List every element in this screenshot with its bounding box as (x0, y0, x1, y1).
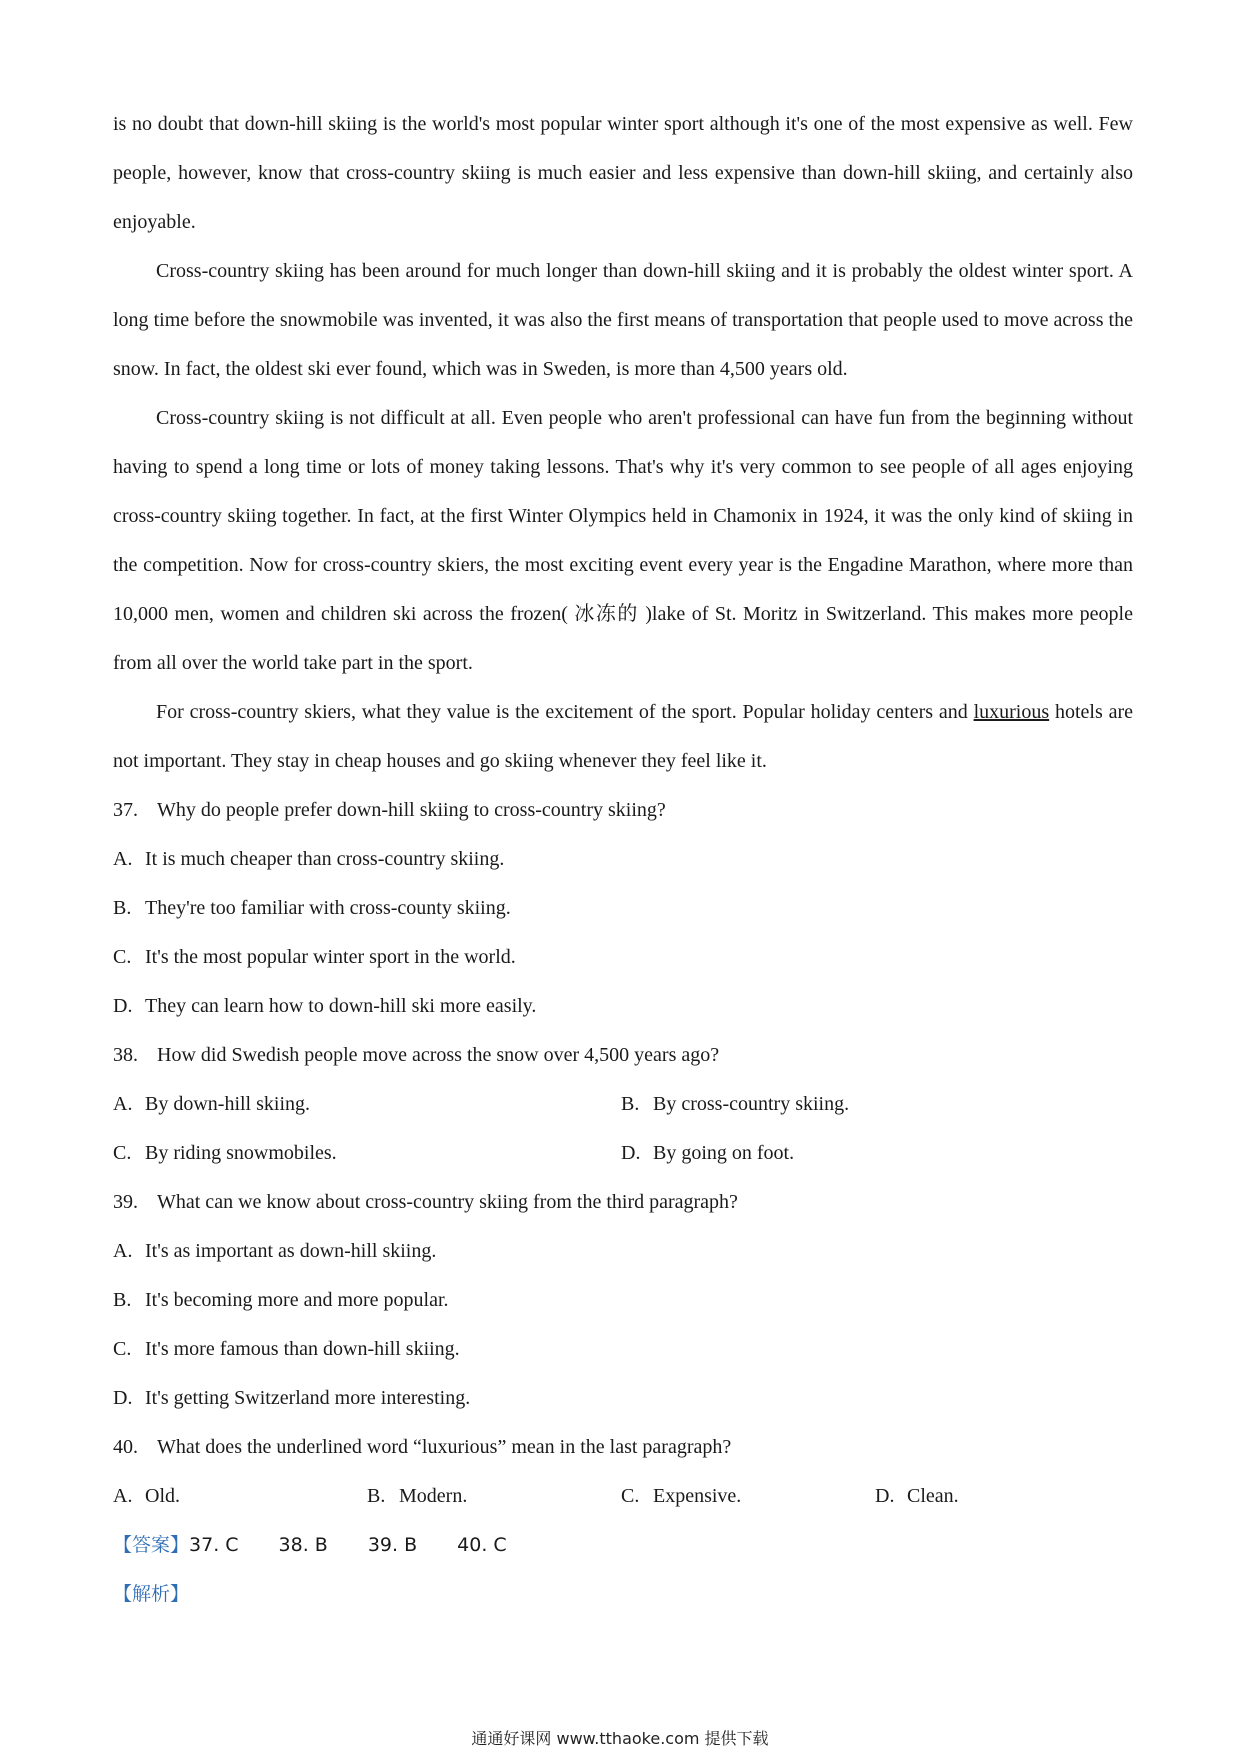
option-40-d (875, 1472, 1129, 1521)
option-label: B. (367, 1485, 386, 1507)
option-text: It's more famous than down-hill skiing. (145, 1338, 460, 1360)
option-39-c (113, 1325, 1133, 1374)
question-number: 38. (113, 1044, 138, 1066)
option-label: D. (875, 1485, 895, 1507)
passage-paragraph-4 (113, 688, 1133, 786)
option-38-c (113, 1129, 621, 1178)
option-40-c (621, 1472, 875, 1521)
question-text: How did Swedish people move across the snow over 4,500 years ago? (157, 1044, 720, 1066)
option-label: D. (621, 1142, 641, 1164)
option-label: C. (113, 1338, 132, 1360)
passage-paragraph-2: Cross-country skiing has been around for much longer than down-hill skiing and it is probably the oldest winter sport. A long time before the snowmobile was invented, it was also the first means of transportation that people used to move across the snow. In fact, the oldest ski ever found, which was in Sweden, is more than 4,500 years old. (113, 260, 1133, 380)
option-label: B. (113, 897, 132, 919)
option-label: D. (113, 995, 133, 1017)
option-label: B. (113, 1289, 132, 1311)
option-text: Expensive. (653, 1485, 742, 1507)
answer-item: 39. B (367, 1534, 418, 1556)
option-label: B. (621, 1093, 640, 1115)
option-text: It's becoming more and more popular. (145, 1289, 449, 1311)
option-text: They're too familiar with cross-county skiing. (145, 897, 511, 919)
option-text: They can learn how to down-hill ski more easily. (145, 995, 537, 1017)
option-label: A. (113, 848, 133, 870)
option-text: It's the most popular winter sport in the world. (145, 946, 516, 968)
option-label: C. (113, 946, 132, 968)
paragraph-4-text-start: For cross-country skiers, what they value is the excitement of the sport. Popular holiday centers and (156, 701, 974, 723)
question-40 (113, 1423, 1133, 1472)
question-text: What can we know about cross-country skiing from the third paragraph? (157, 1191, 738, 1213)
option-text: By going on foot. (653, 1142, 795, 1164)
paragraph-4-text-end: hotels are not important. They stay in cheap houses and go skiing whenever they feel like it. (113, 701, 1133, 772)
option-label: A. (113, 1240, 133, 1262)
passage-paragraph-3: Cross-country skiing is not difficult at all. Even people who aren't professional can have fun from the beginning without having to spend a long time or lots of money taking lessons. That's why it's very common to see people of all ages enjoying cross-country skiing together. In fact, at the first Winter Olympics held in Chamonix in 1924, it was the only kind of skiing in the competition. Now for cross-country skiers, the most exciting event every year is the Engadine Marathon, where more than 10,000 men, women and children ski across the frozen( 冰冻的 )lake of St. Moritz in Switzerland. This makes more people from all over the world take part in the sport. (113, 407, 1133, 674)
options-40-row (113, 1472, 1133, 1521)
option-40-b (367, 1472, 621, 1521)
question-39 (113, 1178, 1133, 1227)
option-label: A. (113, 1485, 133, 1507)
option-label: C. (113, 1142, 132, 1164)
question-37 (113, 786, 1133, 835)
answer-line (113, 1521, 1133, 1570)
question-text: Why do people prefer down-hill skiing to cross-country skiing? (157, 799, 666, 821)
analysis-line (113, 1570, 1133, 1619)
answer-item: 37. C (189, 1534, 239, 1556)
option-label: C. (621, 1485, 640, 1507)
underlined-word: luxurious (973, 701, 1050, 723)
option-label: A. (113, 1093, 133, 1115)
passage-paragraph-1: is no doubt that down-hill skiing is the world's most popular winter sport although it's one of the most expensive as well. Few people, however, know that cross-country skiing is much easier and less expensive than down-hill skiing, and certainly also enjoyable. (113, 113, 1133, 233)
options-38-row-2 (113, 1129, 1133, 1178)
option-text: It's as important as down-hill skiing. (145, 1240, 437, 1262)
option-39-a (113, 1227, 1133, 1276)
answer-item: 38. B (278, 1534, 328, 1556)
option-37-c (113, 933, 1133, 982)
analysis-tag: 【解析】 (113, 1583, 190, 1605)
page-footer: 通通好课网 www.tthaoke.com 提供下载 (471, 1729, 769, 1748)
option-label: D. (113, 1387, 133, 1409)
question-number: 37. (113, 799, 138, 821)
option-38-d (621, 1129, 1129, 1178)
question-text: What does the underlined word “luxurious” mean in the last paragraph? (157, 1436, 732, 1458)
option-40-a (113, 1472, 367, 1521)
answer-item: 40. C (457, 1534, 507, 1556)
answer-tag: 【答案】 (113, 1534, 190, 1556)
option-text: Clean. (907, 1485, 959, 1507)
page-content (113, 100, 1133, 1619)
question-number: 39. (113, 1191, 138, 1213)
option-text: By cross-country skiing. (653, 1093, 850, 1115)
option-text: Modern. (399, 1485, 468, 1507)
option-38-b (621, 1080, 1129, 1129)
option-text: Old. (145, 1485, 180, 1507)
option-38-a (113, 1080, 621, 1129)
option-37-a (113, 835, 1133, 884)
question-38 (113, 1031, 1133, 1080)
question-number: 40. (113, 1436, 138, 1458)
option-37-b (113, 884, 1133, 933)
option-39-b (113, 1276, 1133, 1325)
option-39-d (113, 1374, 1133, 1423)
option-text: It is much cheaper than cross-country skiing. (145, 848, 505, 870)
option-text: By down-hill skiing. (145, 1093, 311, 1115)
options-38-row-1 (113, 1080, 1133, 1129)
option-text: It's getting Switzerland more interesting. (145, 1387, 471, 1409)
option-37-d (113, 982, 1133, 1031)
option-text: By riding snowmobiles. (145, 1142, 337, 1164)
